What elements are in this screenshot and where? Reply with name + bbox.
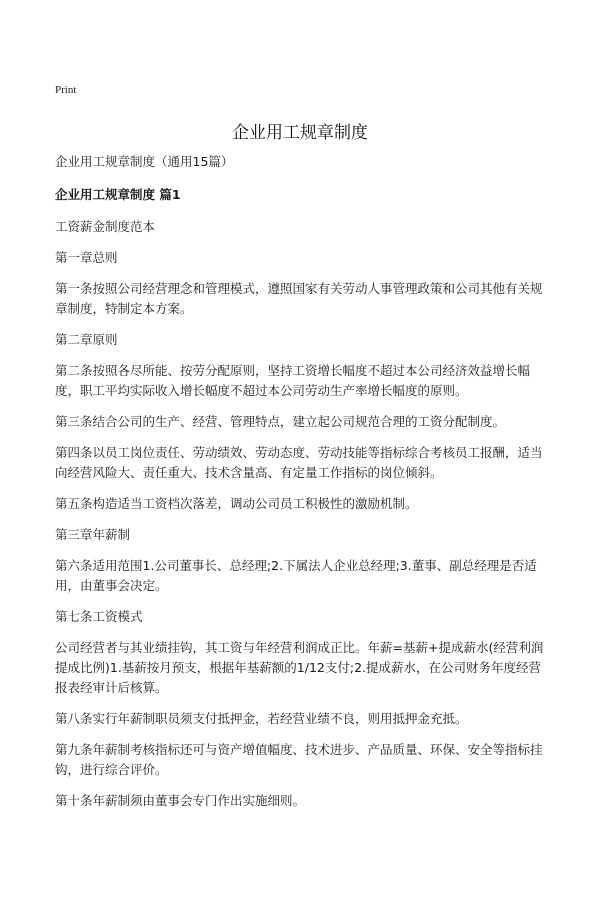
paragraph: 公司经营者与其业绩挂钩，其工资与年经营利润成正比。年薪=基薪+提成薪水(经营利润提成比例)1.基薪按月预支，根据年基薪额的1/12支付;2.提成薪水，在公司财务年度经营报表经审计后核算。 (55, 640, 544, 695)
paragraph: 第六条适用范围1.公司董事长、总经理;2.下属法人企业总经理;3.董事、副总经理是否适用，由董事会决定。 (55, 558, 537, 593)
paragraph: 第五条构造适当工资档次落差，调动公司员工积极性的激励机制。 (55, 496, 418, 511)
paragraph: 第二章原则 (55, 332, 118, 347)
paragraph: 第三条结合公司的生产、经营、管理特点，建立起公司规范合理的工资分配制度。 (55, 414, 506, 429)
section-heading: 企业用工规章制度 篇1 (55, 187, 181, 202)
paragraph: 第十条年薪制须由董事会专门作出实施细则。 (55, 793, 306, 808)
print-label[interactable]: Print (55, 84, 77, 96)
paragraph: 第四条以员工岗位责任、劳动绩效、劳动态度、劳动技能等指标综合考核员工报酬，适当向经营风险大、责任重大、技术含量高、有定量工作指标的岗位倾斜。 (55, 445, 543, 480)
paragraph: 第九条年薪制考核指标还可与资产增值幅度、技术进步、产品质量、环保、安全等指标挂钩，进行综合评价。 (55, 742, 543, 777)
paragraph: 第二条按照各尽所能、按劳分配原则，坚持工资增长幅度不超过本公司经济效益增长幅度，职工平均实际收入增长幅度不超过本公司劳动生产率增长幅度的原则。 (55, 363, 531, 398)
document-title: 企业用工规章制度 (232, 123, 368, 143)
paragraph: 工资薪金制度范本 (55, 219, 156, 234)
paragraph: 第一条按照公司经营理念和管理模式，遵照国家有关劳动人事管理政策和公司其他有关规章制度，特制定本方案。 (55, 281, 543, 316)
paragraph: 第八条实行年薪制职员须支付抵押金，若经营业绩不良，则用抵押金充抵。 (55, 711, 468, 726)
document-subtitle: 企业用工规章制度（通用15篇） (55, 154, 234, 169)
paragraph: 第三章年薪制 (55, 527, 131, 542)
paragraph: 第七条工资模式 (55, 609, 143, 624)
paragraph: 第一章总则 (55, 250, 118, 265)
document-body (55, 152, 550, 822)
